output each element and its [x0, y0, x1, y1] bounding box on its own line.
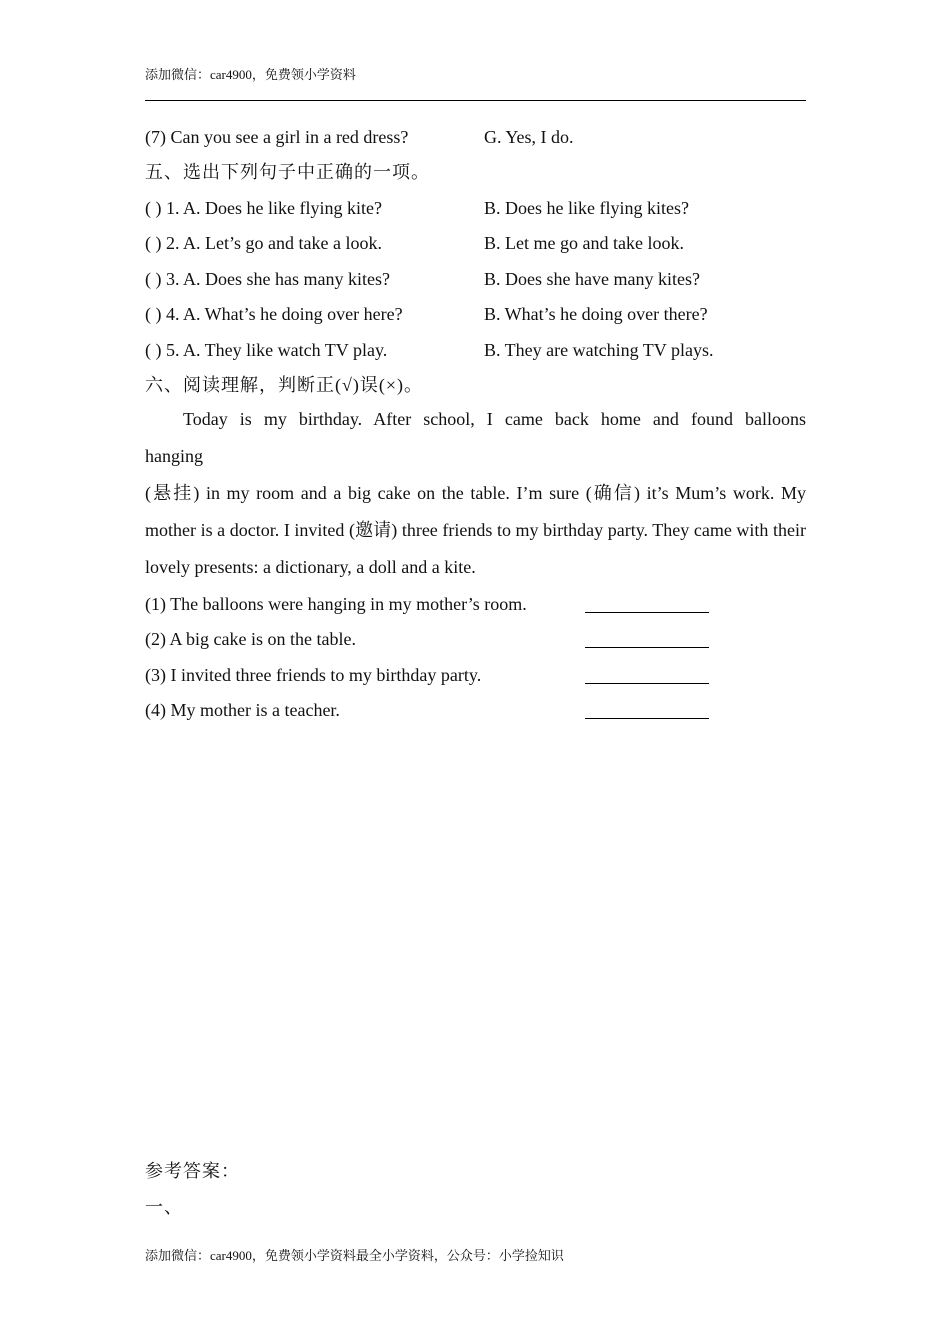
choice-3-option-b: B. Does she have many kites? [484, 269, 700, 289]
choice-4-option-b: B. What’s he doing over there? [484, 304, 708, 324]
page-header: 添加微信：car4900，免费领小学资料 [145, 67, 356, 82]
choice-1-option-b: B. Does he like flying kites? [484, 198, 689, 218]
header-divider [145, 100, 806, 101]
choice-2-option-a: ( ) 2. A. Let’s go and take a look. [145, 233, 382, 253]
passage-line-2: hanging [145, 446, 203, 466]
passage-body: (悬挂) in my room and a big cake on the table. I’m sure (确信) it’s Mum’s work. My mother is a doctor. I invited (邀请) three friends to my birthday party. They came with their lovely presents: a dictionary, a doll and a kite. [145, 483, 806, 577]
answer-blank-3[interactable] [585, 683, 709, 684]
answer-blank-1[interactable] [585, 612, 709, 613]
answer-blank-2[interactable] [585, 647, 709, 648]
choice-3-option-a: ( ) 3. A. Does she has many kites? [145, 269, 390, 289]
choice-5-option-b: B. They are watching TV plays. [484, 340, 714, 360]
matching-answer-g: G. Yes, I do. [484, 127, 574, 147]
section-5-title: 五、选出下列句子中正确的一项。 [145, 162, 430, 182]
answers-title: 参考答案： [145, 1161, 240, 1181]
section-6-title: 六、阅读理解，判断正(√)误(×)。 [145, 375, 424, 395]
reading-passage [145, 401, 806, 586]
judge-question-2: (2) A big cake is on the table. [145, 629, 356, 649]
page-footer: 添加微信：car4900，免费领小学资料最全小学资料，公众号：小学捡知识 [145, 1248, 564, 1263]
answers-part-1: 一、 [145, 1197, 183, 1217]
answer-blank-4[interactable] [585, 718, 709, 719]
judge-question-1: (1) The balloons were hanging in my mother’s room. [145, 594, 527, 614]
choice-4-option-a: ( ) 4. A. What’s he doing over here? [145, 304, 403, 324]
choice-1-option-a: ( ) 1. A. Does he like flying kite? [145, 198, 382, 218]
passage-line-1: Today is my birthday. After school, I came back home and found balloons [183, 409, 806, 429]
matching-question-7: (7) Can you see a girl in a red dress? [145, 127, 409, 147]
judge-question-4: (4) My mother is a teacher. [145, 700, 340, 720]
choice-2-option-b: B. Let me go and take look. [484, 233, 684, 253]
judge-question-3: (3) I invited three friends to my birthday party. [145, 665, 482, 685]
choice-5-option-a: ( ) 5. A. They like watch TV play. [145, 340, 388, 360]
